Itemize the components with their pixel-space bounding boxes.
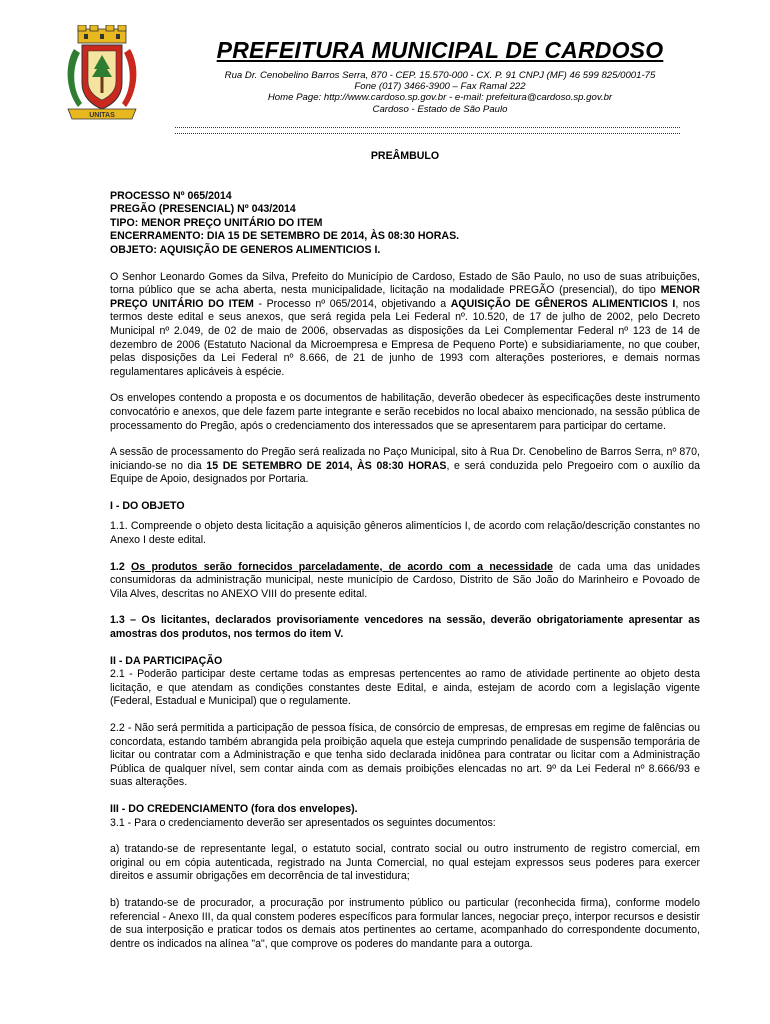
paragraph-intro	[110, 271, 700, 380]
text-run: , nos termos deste edital e seus anexos, que será regida pela Lei Federal nº. 10.520, de 17 de julho de 2002, pelo Decreto Municipal nº 2.049, de 02 de maio de 2006, observadas as disposições da Lei Complementar Federal nº 123 de 14 de dezembro de 2006 (Estatuto Nacional da Microempresa e Empresa de Pequeno Porte) e subsidiariamente, no que couber, pelas disposições da Lei Federal nº 8.666, de 21 de junho de 1993 com alterações posteriores, e demais normas regulamentares aplicáveis à espécie.	[110, 297, 700, 378]
paragraph-envelopes: Os envelopes contendo a proposta e os documentos de habilitação, deverão obedecer às especificações deste instrumento convocatório e anexos, que dele fazem parte integrante e serão recebidos no local abaixo mencionado, na sessão pública de processamento do Pregão, após o credenciamento dos interessados que se apresentarem para participar do certame.	[110, 392, 700, 432]
clause-3-1: 3.1 - Para o credenciamento deverão ser apresentados os seguintes documentos:	[110, 816, 496, 829]
clause-1-2	[110, 561, 700, 602]
tipo-line: TIPO: MENOR PREÇO UNITÁRIO DO ITEM	[110, 216, 323, 229]
state-line: Cardoso - Estado de São Paulo	[372, 103, 508, 115]
encerramento-line: ENCERRAMENTO: DIA 15 DE SETEMBRO DE 2014, ÀS 08:30 HORAS.	[110, 230, 460, 243]
text-run: O Senhor Leonardo Gomes da Silva, Prefeito do Município de Cardoso, Estado de São Paulo, no uso de suas atribuições, torna público que se acha aberta, nesta municipalidade, licitação na modalidade PREGÃO (presencial), do tipo	[110, 270, 700, 297]
text-run: , e será conduzida pelo Pregoeiro com o auxílio da Equipe de Apoio, designados por Portaria.	[110, 459, 700, 486]
section-heading-objeto: I - DO OBJETO	[110, 499, 185, 512]
clause-1-1: 1.1. Compreende o objeto desta licitação a aquisição gêneros alimentícios I, de acordo com relação/descrição constantes no Anexo I deste edital.	[110, 520, 700, 547]
clause-1-3: 1.3 – Os licitantes, declarados provisoriamente vencedores na sessão, deverão obrigatoriamente apresentar as amostras dos produtos, nos termos do item V.	[110, 614, 700, 641]
web-line: Home Page: http://www.cardoso.sp.gov.br - e-mail: prefeitura@cardoso.sp.gov.br	[267, 92, 613, 104]
phone-line: Fone (017) 3466-3900 – Fax Ramal 222	[354, 81, 526, 93]
section-heading-participacao: II - DA PARTICIPAÇÃO	[110, 654, 223, 667]
objeto-line: OBJETO: AQUISIÇÃO DE GENEROS ALIMENTICIOS I.	[110, 243, 381, 256]
clause-2-2: 2.2 - Não será permitida a participação de pessoa física, de consórcio de empresas, de empresas em regime de falências ou concordata, estando também abrangida pela proibição aquela que esteja cumprindo penalidade de suspensão temporária de licitar ou contratar com a Administração e que tenha sido declarada inidônea para contratar ou licitar com a Administração Pública de qualquer nível, sem contar ainda com as demais proibições elencadas no art. 9º da Lei Federal nº 8.666/93 e suas alterações.	[110, 722, 700, 789]
address-block	[160, 70, 720, 115]
paragraph-session	[110, 446, 700, 487]
text-run: A sessão de processamento do Pregão será realizada no Paço Municipal, sito à Rua Dr. Cenobelino de Barros Serra, nº 870, iniciando-se no dia	[110, 446, 700, 472]
section-heading-credenciamento: III - DO CREDENCIAMENTO (fora dos envelopes).	[110, 802, 358, 815]
clause-3-1-b: b) tratando-se de procurador, a procuração por instrumento público ou particular (reconhecida firma), conforme modelo referencial - Anexo III, da qual constem poderes específicos para formular lances, negociar preço, interpor recursos e desistir de sua interposição e praticar todos os demais atos pertinentes ao certame, acompanhado do correspondente documento, dentre os indicados na alínea "a", que comprove os poderes do mandante para a outorga.	[110, 896, 700, 950]
bold-run: 15 DE SETEMBRO DE 2014, ÀS 08:30 HORAS	[206, 459, 447, 472]
text-run: - Processo nº 065/2014, objetivando a	[253, 297, 451, 310]
pregao-number: PREGÃO (PRESENCIAL) Nº 043/2014	[110, 203, 296, 216]
crest-motto: UNITAS	[89, 112, 115, 119]
page-title: PREFEITURA MUNICIPAL DE CARDOSO	[216, 37, 664, 63]
process-headings	[110, 190, 700, 258]
header-divider	[175, 127, 680, 134]
bold-run: AQUISIÇÃO DE GÊNEROS ALIMENTICIOS I	[450, 297, 676, 310]
preamble-heading: PREÂMBULO	[370, 150, 440, 162]
text-run: de cada uma das unidades consumidoras da administração municipal, neste município de Cardoso, Distrito de São João do Marinheiro e Povoado de Vila Alves, descritas no ANEXO VIII do presente edital.	[110, 560, 700, 600]
document-body	[110, 150, 700, 964]
underlined-run: Os produtos serão fornecidos parceladamente, de acordo com a necessidade	[131, 560, 553, 573]
bold-run: MENOR PREÇO UNITÁRIO DO ITEM	[110, 284, 700, 310]
clause-3-1-a: a) tratando-se de representante legal, o estatuto social, contrato social ou outro instrumento de registro comercial, em original ou em cópia autenticada, registrado na Junta Comercial, no qual estejam expressos seus poderes para exercer direitos e assumir obrigações em decorrência de tal investidura;	[110, 843, 700, 883]
municipal-crest-icon	[64, 25, 140, 122]
clause-2-1: 2.1 - Poderão participar deste certame todas as empresas pertencentes ao ramo de atividade pertinente ao objeto desta licitação, e que atendam as condições constantes deste Edital, e ainda, estejam de acordo com a legislação vigente (Federal, Estadual e Municipal) que o regulamente.	[110, 668, 700, 708]
process-number: PROCESSO Nº 065/2014	[110, 189, 232, 202]
letterhead	[160, 36, 720, 115]
clause-number: 1.2	[110, 560, 132, 573]
address-line: Rua Dr. Cenobelino Barros Serra, 870 - CEP. 15.570-000 - CX. P. 91 CNPJ (MF) 46 599 825/0001-75	[224, 70, 656, 81]
